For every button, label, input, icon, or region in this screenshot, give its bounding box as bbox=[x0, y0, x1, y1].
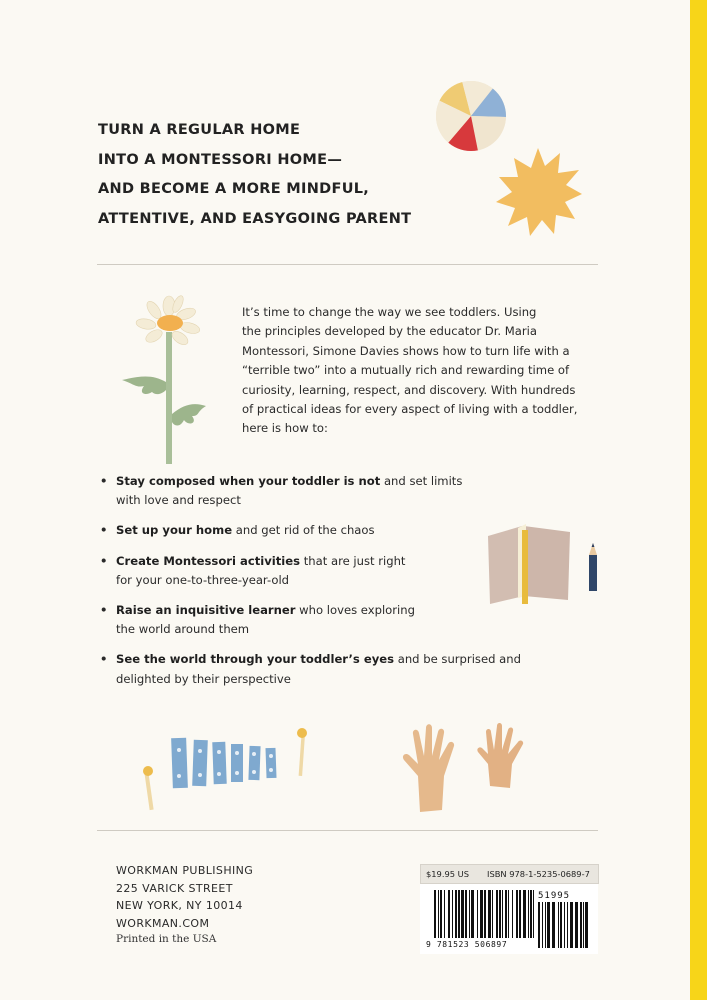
bullet-bold: Stay composed when your toddler is not bbox=[116, 474, 381, 488]
bullet-line2: for your one-to-three-year-old bbox=[116, 572, 290, 587]
open-book-icon bbox=[482, 522, 576, 606]
divider-top bbox=[97, 264, 598, 265]
publisher-line: WORKMAN PUBLISHING bbox=[116, 864, 254, 877]
list-item bbox=[100, 552, 540, 590]
publisher-line: WORKMAN.COM bbox=[116, 916, 210, 930]
intro-line: Montessori, Simone Davies shows how to turn life with a bbox=[242, 343, 570, 358]
bullet-line2: with love and respect bbox=[116, 493, 241, 508]
price-code-number: 51995 bbox=[538, 891, 571, 901]
bullet-bold: See the world through your toddler’s eyes bbox=[116, 652, 395, 667]
intro-line: here is how to: bbox=[242, 421, 328, 436]
daisy-icon bbox=[118, 294, 208, 466]
price-isbn-box bbox=[420, 864, 599, 884]
printed-in-usa: Printed in the USA bbox=[116, 933, 217, 945]
bullet-dot: • bbox=[100, 603, 108, 618]
bullet-dot: • bbox=[100, 652, 108, 667]
intro-line: of practical ideas for every aspect of living with a toddler, bbox=[242, 402, 578, 417]
headline-line: INTO A MONTESSORI HOME— bbox=[98, 151, 343, 168]
intro-line: “terrible two” into a mutually rich and rewarding time of bbox=[242, 363, 570, 378]
headline bbox=[98, 116, 438, 234]
bullet-dot: • bbox=[100, 553, 108, 568]
headline-line: AND BECOME A MORE MINDFUL, bbox=[98, 181, 370, 197]
pencil-icon bbox=[585, 541, 601, 593]
bullet-bold: Set up your home bbox=[116, 523, 233, 538]
mallet-icon bbox=[138, 764, 160, 812]
bullet-text: who loves exploring bbox=[295, 603, 415, 618]
xylophone-icon bbox=[164, 734, 288, 790]
bullet-bold: Create Montessori activities bbox=[116, 553, 301, 568]
divider-bottom bbox=[97, 830, 598, 831]
list-item bbox=[100, 650, 540, 688]
bullet-dot: • bbox=[100, 523, 108, 538]
benefits-list bbox=[100, 472, 540, 700]
hands-icon bbox=[398, 720, 548, 814]
headline-line: ATTENTIVE, AND EASYGOING PARENT bbox=[98, 210, 412, 227]
list-item bbox=[100, 521, 540, 540]
isbn-label: ISBN 978-1-5235-0689-7 bbox=[487, 869, 590, 879]
bullet-bold: Raise an inquisitive learner bbox=[116, 603, 296, 618]
publisher-address bbox=[116, 862, 253, 932]
bullet-text: that are just right bbox=[300, 553, 406, 568]
mallet-icon bbox=[293, 726, 311, 778]
bullet-text: and get rid of the chaos bbox=[232, 523, 375, 538]
bullet-text: and set limits bbox=[380, 474, 463, 488]
isbn-digits: 9 781523 506897 bbox=[426, 940, 508, 949]
headline-line: TURN A REGULAR HOME bbox=[98, 122, 301, 138]
sun-icon bbox=[490, 144, 586, 240]
intro-line: the principles developed by the educator Dr. Maria bbox=[242, 324, 538, 339]
intro-paragraph bbox=[242, 303, 617, 439]
price-label: $19.95 US bbox=[426, 869, 470, 879]
spine-yellow-bar bbox=[690, 0, 707, 1000]
bullet-line2: delighted by their perspective bbox=[116, 671, 291, 686]
list-item bbox=[100, 472, 540, 510]
intro-line: curiosity, learning, respect, and discovery. With hundreds bbox=[242, 382, 576, 397]
intro-line: It’s time to change the way we see toddlers. Using bbox=[242, 305, 537, 319]
bullet-dot: • bbox=[100, 474, 108, 488]
bullet-line2: the world around them bbox=[116, 622, 250, 637]
publisher-line: NEW YORK, NY 10014 bbox=[116, 899, 243, 912]
bullet-text: and be surprised and bbox=[394, 652, 521, 667]
list-item bbox=[100, 601, 540, 639]
publisher-line: 225 VARICK STREET bbox=[116, 881, 233, 895]
